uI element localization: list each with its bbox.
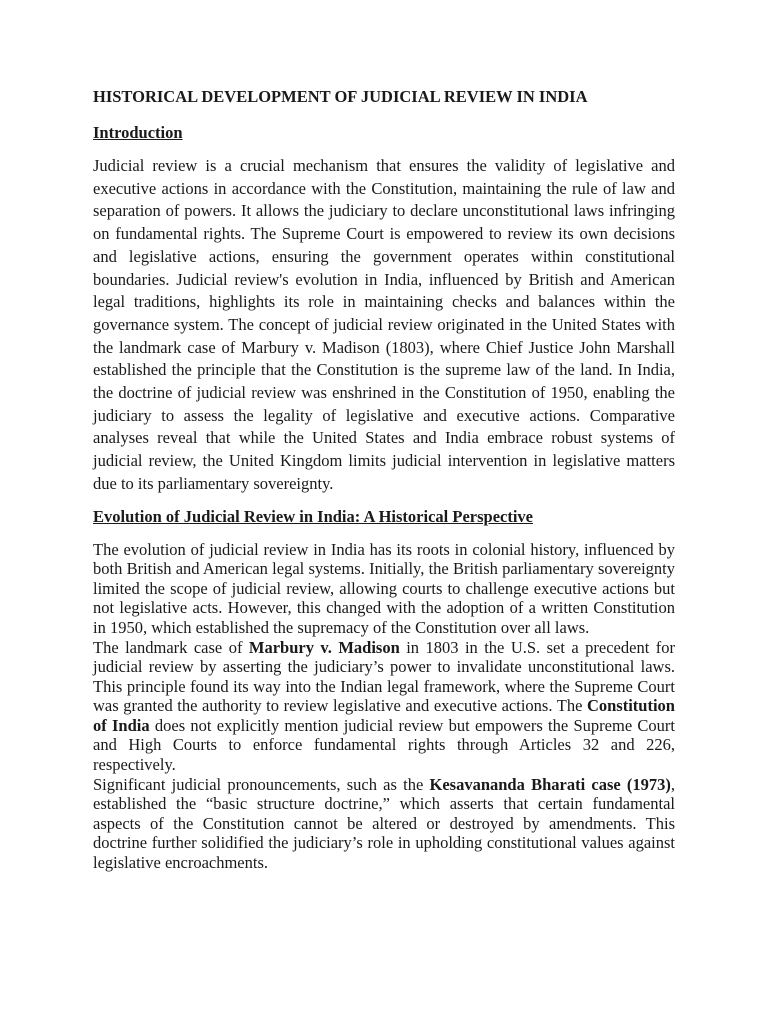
- evolution-heading: Evolution of Judicial Review in India: A Historical Perspective: [93, 506, 533, 526]
- marbury-case-name: Marbury v. Madison: [248, 637, 400, 657]
- evolution-paragraph-2-text-3: does not explicitly mention judicial review but empowers the Supreme Court and High Courts to enforce fundamental rights through Articles 32 and 226, respectively.: [93, 715, 675, 775]
- evolution-paragraph-2: [93, 638, 675, 775]
- kesavananda-case-name: Kesavananda Bharati case (1973): [429, 774, 671, 794]
- evolution-paragraph-2-text-1: The landmark case of: [93, 637, 249, 657]
- evolution-paragraph-1: The evolution of judicial review in India has its roots in colonial history, influenced by both British and American legal systems. Initially, the British parliamentary sovereignty limited the scope of judicial review, allowing courts to challenge executive actions but not legislative acts. However, this changed with the adoption of a written Constitution in 1950, which established the supremacy of the Constitution over all laws.: [93, 539, 675, 637]
- evolution-paragraph-3-text-2: , established the “basic structure doctrine,” which asserts that certain fundamental aspects of the Constitution cannot be altered or destroyed by amendments. This doctrine further solidified the judiciary’s role in upholding constitutional values against legislative encroachments.: [93, 774, 676, 873]
- evolution-paragraph-3-text-1: Significant judicial pronouncements, such as the: [93, 774, 430, 794]
- constitution-of-india: Constitution of India: [93, 696, 675, 735]
- evolution-paragraph-3: [93, 775, 675, 873]
- document-title: HISTORICAL DEVELOPMENT OF JUDICIAL REVIEW IN INDIA: [93, 87, 588, 106]
- introduction-paragraph: Judicial review is a crucial mechanism that ensures the validity of legislative and executive actions in accordance with the Constitution, maintaining the rule of law and separation of powers. It allows the judiciary to declare unconstitutional laws infringing on fundamental rights. The Supreme Court is empowered to review its own decisions and legislative actions, ensuring the government operates within constitutional boundaries. Judicial review's evolution in India, influenced by British and American legal traditions, highlights its role in maintaining checks and balances within the governance system. The concept of judicial review originated in the United States with the landmark case of Marbury v. Madison (1803), where Chief Justice John Marshall established the principle that the Constitution is the supreme law of the land. In India, the doctrine of judicial review was enshrined in the Constitution of 1950, enabling the judiciary to assess the legality of legislative and executive actions. Comparative analyses reveal that while the United States and India embrace robust systems of judicial review, the United Kingdom limits judicial intervention in legislative matters due to its parliamentary sovereignty.: [93, 156, 675, 493]
- document-page: [93, 86, 675, 873]
- introduction-heading: Introduction: [93, 123, 183, 142]
- evolution-paragraph-2-text-2: in 1803 in the U.S. set a precedent for judicial review by asserting the judiciary’s power to invalidate unconstitutional laws. This principle found its way into the Indian legal framework, where the Supreme Court was granted the authority to review legislative and executive actions. The: [93, 637, 675, 716]
